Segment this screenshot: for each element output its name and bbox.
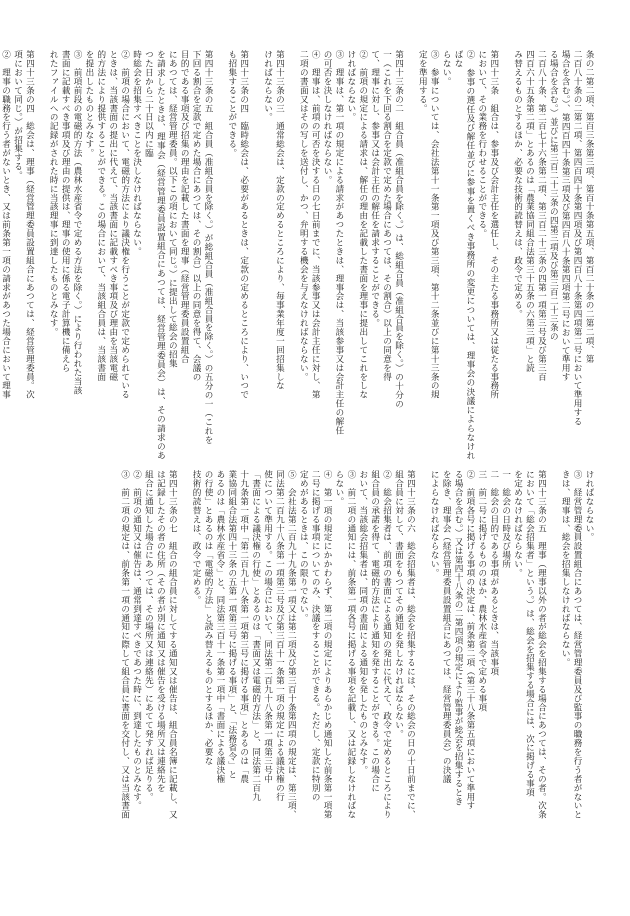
line-gap <box>34 50 46 460</box>
text-line: 的方法により提供することができる。この場合において、当該組合員は、当該書面 <box>95 50 106 382</box>
text-line: 時総会を招集すべきことを決しなければならない。 <box>131 50 142 256</box>
text-line: み替えるものとするほか、必要な技術的読替えは、政令で定める。 <box>512 50 523 319</box>
text-line: おいて、当該総会招集者は、同項の書面による通知を発したものとみなす。 <box>357 470 368 775</box>
text-line: きは、理事は、総会を招集しなければならない。 <box>560 470 571 667</box>
text-line: ければならない。 <box>262 50 273 122</box>
text-line: ② 前項の規定による請求は、解任の理由を記載した書面を理事に提出してこれをしな <box>357 50 368 400</box>
text-line: 二百八十条、第二百七十六条第二項、第三百二十三条の四第一項第三号及び第三百 <box>536 50 547 382</box>
text-line: ければならない。 <box>345 50 356 122</box>
text-line: ④ 第一項の規定にかかわらず、第二項の規定によりあらかじめ通知した前条第一項第 <box>322 470 333 820</box>
text-line: ③ 前項前段の電磁的方法（農林水産省令で定める方法を除く。）により行われた当該 <box>72 50 83 395</box>
text-line: 第四十三条の二 組合員（准組合員を除く。）は、総組合員（准組合員を除く。）の十分の <box>393 50 404 409</box>
line-gap <box>177 470 189 880</box>
text-line: 「書面による議決権の行使」とあるのは「書面又は電磁的方法」と、同法第二百九 <box>250 470 261 802</box>
text-line: 下回る割合を定款で定めた場合にあつては、その割合）以上の同意を得て、会議の <box>191 50 202 382</box>
text-line: を請求したときは、理事会（経営管理委員設置組合にあつては、経営管理委員会）は、その請求のあつた日から二十日以内に臨 <box>143 50 166 460</box>
text-line: ときは、当該書面の提出に代えて、当該書面に記載すべき事項及び理由を当該電磁 <box>107 50 118 382</box>
text-line: ④ 理事は、前項の可否を決する日の七日前までに、当該参事又は会計主任に対し、第 <box>310 50 321 400</box>
text-line: 書面に記載すべき事項及び理由の提供は、理事の使用に係る電子計算機に備えら <box>60 50 71 373</box>
text-line: を除き、理事会（経営管理委員設置組合にあつては、経営管理委員会）の決議 <box>441 470 452 784</box>
line-gap <box>415 470 427 880</box>
text-line: ③ 前二項の通知には、前条第一項各号に掲げる事項を記載し、又は記録しなければな <box>345 470 356 820</box>
text-line: あるのは「農林水産省令」と、同法第三百十一条第一項中「書面による議決権 <box>214 470 225 784</box>
text-line: 二号に掲げる事項についてのみ、決議をすることができる。ただし、定款に特別の <box>310 470 321 802</box>
line-gap <box>546 470 558 880</box>
text-line: において、その業務を行わせることができる。 <box>476 50 487 238</box>
text-line: 二項の書面又はその写しを送付し、かつ、弁明する機会を与えなければならない。 <box>298 50 309 382</box>
line-gap <box>499 50 511 460</box>
text-line: らない。 <box>441 50 452 86</box>
text-line: ⑤ 会社法第二百九十九条第一項又は第二項及び第三百十条第四項の規定は、第三項、 <box>286 470 297 820</box>
text-line: る場合を含む。）又は第四十八条の二第四項の規定により監事が総会を招集するとき <box>453 470 464 806</box>
text-line: ② 総会招集者は、前項の書面による通知の発出に代えて、政令で定めるところにより <box>381 470 392 820</box>
text-line: る場合を含む。）並びに第三百二十三条の四第三項及び第三百二十三条の <box>548 50 559 342</box>
text-line: 技術的読替えは、政令で定める。 <box>191 470 202 605</box>
text-line: は記録したその者の住所（その者が別に通知又は催告を受ける場所又は連絡先を <box>155 470 166 793</box>
text-line: 業協同組合法第四十三条の五第一項第三号に掲げる事項」と、「法務省令」と <box>226 470 237 779</box>
text-line: 第四十三条の五 理事（理事以外の者が総会を招集する場合にあつては、その者。次条 <box>536 470 547 820</box>
lower-vertical-text <box>46 470 594 880</box>
text-line: ② 前項の通知又は催告は、通常到達すべきであつた時に、到達したものとみなす。 <box>131 470 142 811</box>
text-line: ② 理事の職務を行う者がないとき、又は前条第一項の請求があつた場合において理事 <box>0 50 11 400</box>
text-line: 第四十三条の四 総会は、理事（経営管理委員設置組合にあつては、経営管理委員。次 <box>24 50 35 400</box>
text-line: 第四十三条の七 組合の組合員に対してする通知又は催告は、組合員名簿に記載し、又 <box>167 470 178 820</box>
text-line: によらなければならない。 <box>429 470 440 578</box>
text-line: 二 総会の目的である事項があるときは、当該事項 <box>488 470 499 676</box>
text-line: らない。 <box>333 470 344 506</box>
text-line: 定めがあるときは、この限りでない。 <box>298 470 309 623</box>
text-line: 組合に通知した場合にあつては、その場所又は連絡先）にあてて発すれば足りる。 <box>143 470 154 802</box>
text-line: 十九条第一項中「第二百九十八条第一項第三号に掲げる事項」とあるのは「農 <box>238 470 249 784</box>
text-line: 組合員に対して、書面をもつてその通知を発しなければならない。 <box>393 470 404 739</box>
text-line: ② 前項各号に掲げる事項の決定は、前条第二項（第三十八条第五項において準用す <box>464 470 475 811</box>
text-line: にあつては、経営管理委員。以下この項において同じ。）に提出して総会の招集 <box>167 50 178 368</box>
lower-text-block <box>46 470 594 880</box>
text-line: 第四十三条の五 組合員（准組合員を除く。）が総組合員（准組合員を除く。）の五分の一（これを <box>203 50 213 445</box>
text-line: 第四十三条の三 通常総会は、定款の定めるところにより、毎事業年度一回招集しな <box>274 50 285 391</box>
text-line: ければならない。 <box>584 470 594 542</box>
text-line: も招集することができる。 <box>226 50 237 158</box>
text-line: 目的である事項及び招集の理由を記載した書面を理事（経営管理委員設置組合 <box>179 50 190 364</box>
text-line: 条の二第二項、第百三条第三項、第百十条第五項、第百二十条の二第二項、第 <box>584 50 594 364</box>
line-gap <box>404 50 416 460</box>
text-line: の可否を決しなければならない。 <box>322 50 333 185</box>
text-line: 組合員の承諾を得て、電磁的方法により通知を発することができる。この場合に <box>369 470 380 793</box>
text-line: において「総会招集者」という。）は、総会を招集する場合には、次に掲げる事項 <box>524 470 535 797</box>
upper-vertical-text <box>0 50 594 460</box>
text-line: て、理事に対し、参事又は会計主任の解任を請求することができる。 <box>369 50 380 328</box>
text-line: 場合を含む。）、第四百四十条第三項及び第四百八十条第四項第二号において準用す <box>560 50 571 382</box>
text-line: 四百六十五条第二項」とあるのは「農業協同組合法第三十五条の六第三項」と読 <box>524 50 535 373</box>
text-line: 一（これを下回る割合を定款で定めた場合にあつては、その割合）以上の同意を得 <box>381 50 392 382</box>
text-line: ② 前項の場合において、電磁的方法により議決権を行うことが定款で定められている <box>119 50 130 400</box>
text-line: ③ 理事は、第一項の規定による請求があつたときは、理事会は、当該参事又は会計主任の解任 <box>333 50 344 435</box>
text-line: 三 前二号に掲げるもののほか、農林水産省令で定める事項 <box>476 470 487 712</box>
text-line: 使について準用する。この場合において、同法第二百九十八条第一項第三号中 <box>262 470 273 784</box>
text-line: れたファイルへの記録がされた時に当該理事に到達したものとみなす。 <box>48 50 59 337</box>
text-line: 二百八十条の二第二項、第四百四十条第四項及び第四百八十条第四項第二号において準用する <box>572 50 583 426</box>
upper-text-block <box>0 50 594 460</box>
text-line: の行使」とあるのは「電磁的方法」と読み替えるものとするほか、必要な <box>203 470 213 766</box>
line-gap <box>213 50 225 460</box>
text-line: 一 総会の日時及び場所 <box>500 470 511 569</box>
text-line: ③ 参事については、会社法第十一条第一項及び第三項、第十二条並びに第十三条の規 <box>429 50 440 400</box>
text-line: を提出したものとみなす。 <box>83 50 94 158</box>
text-line: ② 参事の選任及び解任並びに参事を置くべき事務所の変更については、理事会の決議によらなければな <box>453 50 475 460</box>
text-line: 第四十三条の四 臨時総会は、必要があるときは、定款の定めるところにより、いつで <box>238 50 249 400</box>
line-gap <box>249 50 261 460</box>
text-line: 第四十三条の六 総会招集者は、総会を招集するには、その総会の日の十日前までに、 <box>405 470 416 820</box>
text-line: 項において同じ。）が招集する。 <box>12 50 23 180</box>
text-line: 第四十三条 組合は、参事及び会計主任を選任し、その主たる事務所又は従たる事務所 <box>488 50 499 400</box>
text-line: ③ 経営管理委員設置組合にあつては、経営管理委員及び監事の職務を行う者がないと <box>572 470 583 820</box>
text-line: ③ 前二項の規定は、前条第一項の通知に際して組合員に書面を交付し、又は当該書面 <box>119 470 130 820</box>
text-line: を定めなければならない。 <box>512 470 523 578</box>
text-line: 同法第二百九十八条第一項第三号及び第三百十一条第一項の規定による議決権の行 <box>274 470 285 802</box>
text-line: 定を準用する。 <box>417 50 428 113</box>
line-gap <box>284 50 296 460</box>
